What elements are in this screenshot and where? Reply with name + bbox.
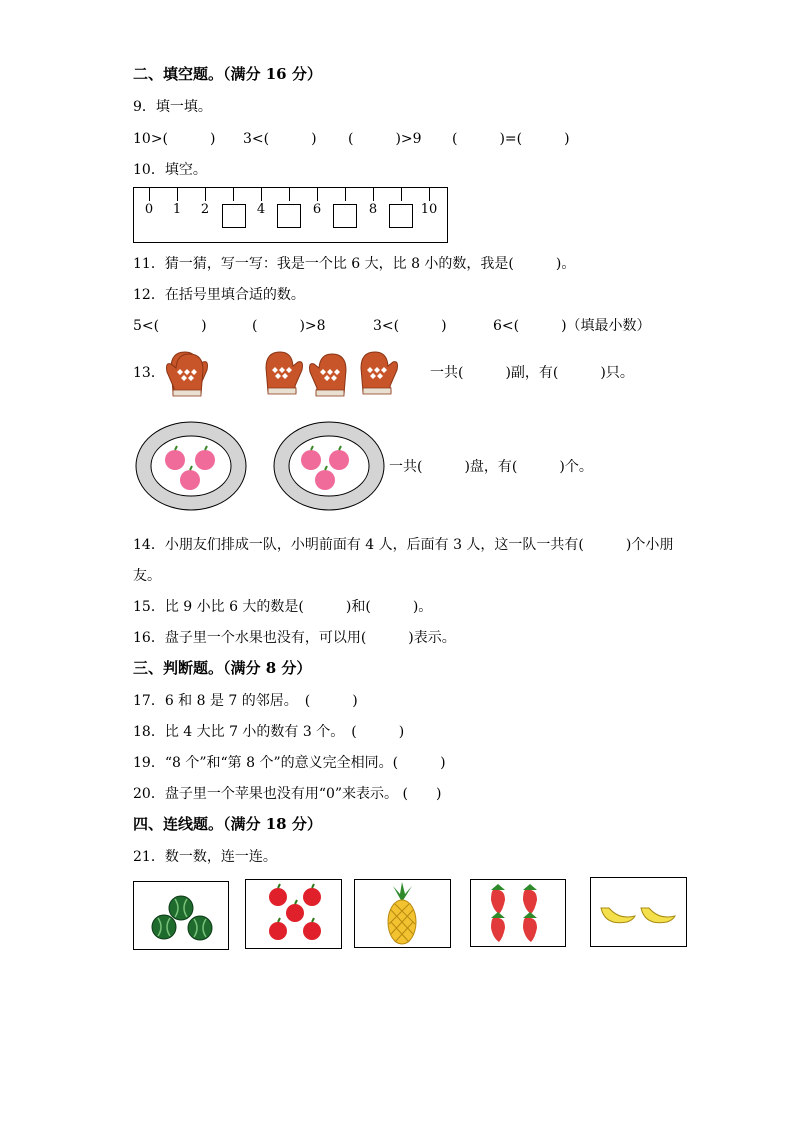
- q13-number: 13．: [133, 365, 165, 381]
- q10-label: 10．填空。: [133, 162, 207, 178]
- q16-text: 16．盘子里一个水果也没有，可以用( )表示。: [133, 630, 456, 646]
- ruler-tick: [289, 188, 290, 201]
- glove-icon: [266, 352, 303, 394]
- number-ruler: [133, 187, 448, 243]
- ruler-label-4: 4: [256, 202, 266, 217]
- q12-item-2: ( )>8: [252, 318, 326, 334]
- ruler-blank-box[interactable]: [222, 204, 246, 228]
- glove-icon: [361, 352, 398, 394]
- q9-item-1: 10>( ): [133, 131, 216, 147]
- q20-text: 20．盘子里一个苹果也没有用“0”来表示。 ( ): [133, 786, 442, 802]
- q12-item-4: 6<( )（填最小数）: [493, 318, 651, 334]
- plate-icon: [136, 422, 246, 510]
- ruler-blank-box[interactable]: [277, 204, 301, 228]
- q18-text: 18．比 4 大比 7 小的数有 3 个。 ( ): [133, 724, 405, 740]
- q12-label: 12．在括号里填合适的数。: [133, 287, 305, 303]
- watermelon-box[interactable]: [133, 881, 229, 950]
- plate-icon: [274, 422, 384, 510]
- ruler-tick: [205, 188, 206, 201]
- ruler-blank-box[interactable]: [333, 204, 357, 228]
- strawberry-box[interactable]: [470, 879, 566, 947]
- ruler-tick: [149, 188, 150, 201]
- ruler-label-8: 8: [368, 202, 378, 217]
- ruler-tick: [401, 188, 402, 201]
- q9-item-2: 3<( ): [243, 131, 317, 147]
- apple-box[interactable]: [245, 879, 342, 949]
- banana-icon: [591, 878, 686, 946]
- q11-text: 11．猜一猜，写一写：我是一个比 6 大，比 8 小的数，我是( )。: [133, 256, 576, 272]
- ruler-blank-box[interactable]: [389, 204, 413, 228]
- ruler-tick: [177, 188, 178, 201]
- q9-item-4: ( )=( ): [452, 131, 570, 147]
- ruler-label-10: 10: [420, 202, 438, 217]
- ruler-tick: [345, 188, 346, 201]
- ruler-tick: [429, 188, 430, 201]
- watermelon-icon: [134, 882, 228, 949]
- section4-title: 四、连线题。（满分 18 分）: [133, 815, 322, 833]
- q15-text: 15．比 9 小比 6 大的数是( )和( )。: [133, 599, 433, 615]
- q21-label: 21．数一数，连一连。: [133, 849, 277, 865]
- q9-item-3: ( )>9: [348, 131, 422, 147]
- q17-text: 17．6 和 8 是 7 的邻居。 ( ): [133, 693, 358, 709]
- section2-title: 二、填空题。（满分 16 分）: [133, 65, 322, 83]
- gloves-image: [165, 348, 435, 398]
- q12-item-1: 5<( ): [133, 318, 207, 334]
- ruler-tick: [373, 188, 374, 201]
- ruler-tick: [317, 188, 318, 201]
- ruler-label-2: 2: [200, 202, 210, 217]
- plates-image: [133, 418, 393, 516]
- apple-icon: [246, 880, 341, 948]
- pineapple-icon: [355, 880, 450, 947]
- ruler-label-1: 1: [172, 202, 182, 217]
- ruler-label-6: 6: [312, 202, 322, 217]
- q14-line1: 14．小朋友们排成一队，小明前面有 4 人，后面有 3 人，这一队一共有( )个小朋: [133, 537, 674, 553]
- section3-title: 三、判断题。（满分 8 分）: [133, 659, 312, 677]
- ruler-tick: [261, 188, 262, 201]
- q12-item-3: 3<( ): [373, 318, 447, 334]
- q9-label: 9．填一填。: [133, 99, 212, 115]
- banana-box[interactable]: [590, 877, 687, 947]
- ruler-tick: [233, 188, 234, 201]
- strawberry-icon: [471, 880, 565, 946]
- pineapple-box[interactable]: [354, 879, 451, 948]
- q13-plates-text: 一共( )盘，有( )个。: [389, 459, 593, 475]
- q14-line2: 友。: [133, 568, 161, 584]
- glove-icon: [310, 354, 347, 396]
- q13-gloves-text: 一共( )副，有( )只。: [430, 365, 634, 381]
- q19-text: 19．“8 个”和“第 8 个”的意义完全相同。( ): [133, 755, 446, 771]
- ruler-label-0: 0: [144, 202, 154, 217]
